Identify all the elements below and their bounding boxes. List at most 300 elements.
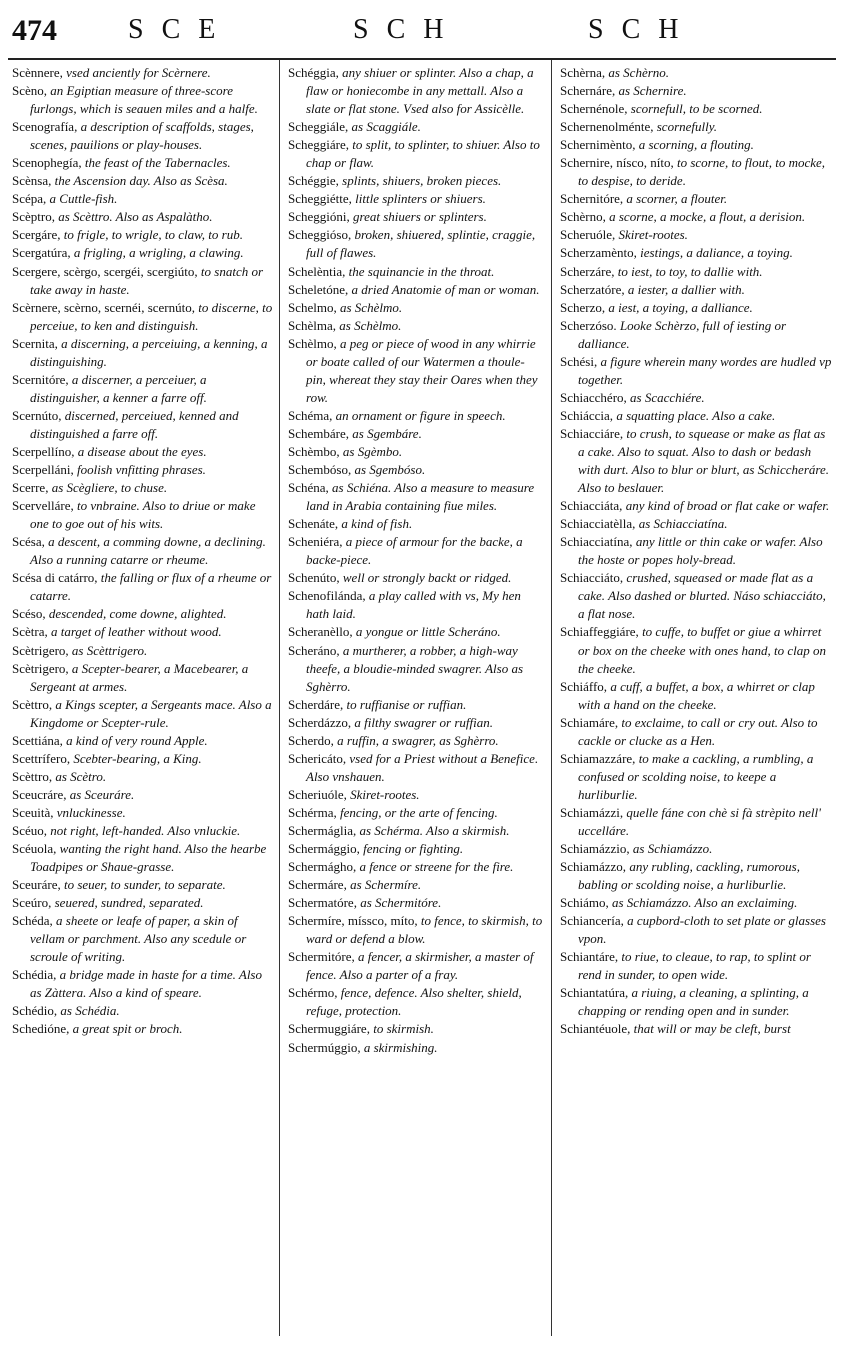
dictionary-entry — [560, 894, 832, 912]
definition: a scorne, a mocke, a flout, a derision. — [605, 209, 806, 225]
headword: Scervelláre, — [12, 498, 74, 514]
definition: as Schiéna. Also a measure to measure land in Arabia containing fiue miles. — [306, 480, 535, 514]
headword: Schéna, — [288, 480, 329, 496]
dictionary-entry — [12, 497, 274, 533]
dictionary-entry — [288, 172, 544, 190]
headword: Scésa, — [12, 534, 45, 550]
headword: Schelmo, — [288, 299, 337, 315]
headword: Sceucráre, — [12, 786, 67, 802]
dictionary-entry — [560, 100, 832, 118]
headword: Schiantáre, — [560, 949, 619, 965]
dictionary-entry — [12, 335, 274, 371]
dictionary-entry — [288, 190, 544, 208]
definition: a dried Anatomie of man or woman. — [348, 281, 540, 297]
headword: Schiamázzio, — [560, 841, 630, 857]
dictionary-entry — [288, 587, 544, 623]
headword: Scherzamènto, — [560, 245, 637, 261]
dictionary-entry — [12, 443, 274, 461]
dictionary-entry — [12, 605, 274, 623]
dictionary-entry — [12, 82, 274, 118]
dictionary-entry — [12, 966, 274, 1002]
dictionary-entry — [288, 804, 544, 822]
headword: Scherdáre, — [288, 696, 344, 712]
dictionary-entry — [12, 642, 274, 660]
definition: as Sgèmbo. — [339, 443, 403, 459]
headword: Scheggiétte, — [288, 191, 352, 207]
headword: Schermágho, — [288, 859, 357, 875]
definition: as Schermíre. — [346, 877, 422, 893]
definition: a scorner, a flouter. — [623, 191, 728, 207]
definition: a piece of armour for the backe, a backe-piece. — [306, 534, 523, 568]
definition: a fencer, a skirmisher, a master of fence. Also a parter of a fray. — [306, 949, 534, 983]
headword: Schermuggiáre, — [288, 1021, 370, 1037]
dictionary-entry — [288, 984, 544, 1020]
headword: Scherzóso. — [560, 317, 617, 333]
dictionary-entry — [560, 858, 832, 894]
definition: a disease about the eyes. — [74, 443, 207, 459]
definition: a great spit or broch. — [69, 1021, 183, 1037]
dictionary-entry — [12, 822, 274, 840]
dictionary-entry — [288, 912, 544, 948]
definition: to exclaime, to call or cry out. Also to cackle or clucke as a Hen. — [578, 714, 818, 748]
headword: Scésa di catárro, — [12, 570, 98, 586]
definition: descended, come downe, alighted. — [45, 606, 227, 622]
dictionary-entry — [288, 136, 544, 172]
definition: a peg or piece of wood in any whirrie or boate called of our Watermen a thoule-pin, whereat they stay their Oares when they row. — [306, 335, 538, 405]
headword: Scéuola, — [12, 841, 57, 857]
definition: little splinters or shiuers. — [351, 191, 486, 207]
headword: Schernimènto, — [560, 137, 636, 153]
definition: splints, shiuers, broken pieces. — [338, 173, 502, 189]
dictionary-entry — [560, 497, 832, 515]
definition: to frigle, to wrigle, to claw, to rub. — [60, 227, 243, 243]
headword: Schiacciáto, — [560, 570, 624, 586]
dictionary-entry — [288, 569, 544, 587]
definition: fence, defence. Also shelter, shield, refuge, protection. — [306, 985, 522, 1019]
definition: a bridge made in haste for a time. Also as Zàttera. Also a kind of speare. — [30, 967, 262, 1001]
dictionary-entry — [288, 335, 544, 407]
definition: a murtherer, a robber, a high-way theefe, a bloudie-minded swagrer. Also as Sghèrro. — [306, 642, 524, 694]
dictionary-entry — [560, 678, 832, 714]
headword: Scergáre, — [12, 227, 61, 243]
definition: to split, to splinter, to shiuer. Also to chap or flaw. — [306, 137, 540, 171]
headword: Scernita, — [12, 335, 58, 351]
definition: a ruffin, a swagrer, as Sghèrro. — [333, 732, 499, 748]
dictionary-entry — [560, 281, 832, 299]
definition: vnluckinesse. — [53, 804, 126, 820]
definition: great shiuers or splinters. — [349, 209, 487, 225]
dictionary-entry — [560, 948, 832, 984]
headword: Scèttro, — [12, 696, 53, 712]
definition: to crush, to squease or make as flat as a cake. Also to squat. Also to dash or bedash with durt. Also to blur or blurt, as Schiccheráre. Also to beslauer. — [578, 425, 829, 496]
headword: Scenophegía, — [12, 155, 82, 171]
headword: Scergatúra, — [12, 245, 71, 261]
dictionary-entry — [12, 533, 274, 569]
dictionary-entry — [288, 894, 544, 912]
headword: Scèttro, — [12, 768, 53, 784]
headword: Schenofilánda, — [288, 588, 366, 604]
definition: a cuff, a buffet, a box, a whirret or clap with a hand on the cheeke. — [578, 678, 815, 712]
definition: an ornament or figure in speech. — [332, 407, 506, 423]
dictionary-entry — [288, 822, 544, 840]
dictionary-entry — [288, 858, 544, 876]
definition: as Sgembáre. — [349, 425, 422, 441]
definition: a fence or streene for the fire. — [356, 859, 514, 875]
definition: as Schiamázzo. — [629, 841, 713, 857]
definition: a figure wherein many wordes are hudled vp together. — [578, 353, 832, 387]
dictionary-entry — [288, 461, 544, 479]
definition: as Schiacciatína. — [635, 516, 728, 532]
dictionary-entry — [288, 623, 544, 641]
dictionary-entry — [12, 732, 274, 750]
header-rule — [8, 58, 836, 60]
headword: Schermíre, míssco, míto, — [288, 913, 418, 929]
definition: as Sgembóso. — [351, 462, 426, 478]
headword: Schiamazzáre, — [560, 750, 636, 766]
column-divider — [279, 60, 280, 1336]
dictionary-entry — [12, 569, 274, 605]
guide-word-center: SCH — [353, 14, 462, 45]
dictionary-entry — [12, 660, 274, 696]
dictionary-entry — [12, 768, 274, 786]
headword: Scèptro, — [12, 209, 55, 225]
headword: Schiamáre, — [560, 714, 619, 730]
dictionary-entry — [288, 948, 544, 984]
dictionary-entry — [12, 479, 274, 497]
dictionary-entry — [288, 263, 544, 281]
definition: a target of leather without wood. — [47, 624, 222, 640]
headword: Schernire, nísco, níto, — [560, 155, 674, 171]
definition: wanting the right hand. Also the hearbe Toadpipes or Shaue-grasse. — [30, 841, 267, 875]
headword: Scheggióso, — [288, 227, 352, 243]
definition: as Scèttrigero. — [68, 642, 148, 658]
definition: an Egiptian measure of three-score furlongs, which is seauen miles and a halfe. — [30, 83, 258, 117]
headword: Schiámo, — [560, 895, 609, 911]
headword: Scheniéra, — [288, 534, 343, 550]
dictionary-entry — [288, 118, 544, 136]
dictionary-entry — [12, 172, 274, 190]
headword: Schési, — [560, 353, 598, 369]
definition: a discerning, a perceiuing, a kenning, a distinguishing. — [30, 335, 268, 369]
headword: Scherzáre, — [560, 263, 615, 279]
definition: the falling or flux of a rheume or catarre. — [30, 570, 272, 604]
dictionary-entry — [288, 533, 544, 569]
dictionary-entry — [12, 118, 274, 154]
dictionary-entry — [560, 389, 832, 407]
dictionary-entry — [12, 750, 274, 768]
dictionary-entry — [288, 299, 544, 317]
dictionary-entry — [12, 299, 274, 335]
headword: Scherdázzo, — [288, 714, 352, 730]
definition: fencing or fighting. — [359, 841, 464, 857]
definition: scornefully. — [653, 119, 718, 135]
headword: Schèlmo, — [288, 335, 337, 351]
dictionary-entry — [12, 461, 274, 479]
dictionary-entry — [560, 623, 832, 677]
dictionary-entry — [560, 840, 832, 858]
dictionary-entry — [560, 912, 832, 948]
headword: Schernénole, — [560, 101, 628, 117]
dictionary-entry — [288, 1020, 544, 1038]
dictionary-entry — [560, 569, 832, 623]
definition: crushed, squeased or made flat as a cake. Also dashed or blurted. Náso schiacciáto, a flat nose. — [578, 570, 826, 622]
headword: Schédia, — [12, 967, 57, 983]
dictionary-entry — [560, 1020, 832, 1038]
headword: Scèno, — [12, 83, 48, 99]
headword: Schiacciáre, — [560, 425, 624, 441]
definition: to riue, to cleaue, to rap, to splint or rend in sunder, to open wide. — [578, 949, 811, 983]
definition: scornefull, to be scorned. — [627, 101, 763, 117]
headword: Schiancería, — [560, 913, 624, 929]
dictionary-entry — [288, 750, 544, 786]
definition: a cupbord-cloth to set plate or glasses vpon. — [578, 913, 826, 947]
definition: seuered, sundred, separated. — [51, 895, 204, 911]
definition: Scebter-bearing, a King. — [70, 750, 202, 766]
dictionary-entry — [12, 1002, 274, 1020]
definition: any shiuer or splinter. Also a chap, a flaw or honiecombe in any mettall. Also a slate or flat stone. Vsed also for Assicèlle. — [306, 65, 534, 117]
headword: Schédio, — [12, 1003, 58, 1019]
headword: Sceuráre, — [12, 877, 61, 893]
dictionary-column-1 — [12, 64, 274, 1039]
definition: a filthy swagrer or ruffian. — [351, 714, 493, 730]
dictionary-entry — [288, 479, 544, 515]
dictionary-entry — [560, 118, 832, 136]
definition: as Schèrno. — [605, 65, 670, 80]
guide-word-right: SCH — [588, 14, 697, 45]
dictionary-entry — [560, 714, 832, 750]
dictionary-entry — [560, 317, 832, 353]
dictionary-entry — [560, 984, 832, 1020]
dictionary-entry — [560, 804, 832, 840]
definition: as Schédia. — [57, 1003, 120, 1019]
headword: Scerpelláni, — [12, 462, 74, 478]
dictionary-entry — [12, 154, 274, 172]
dictionary-entry — [12, 912, 274, 966]
definition: that will or may be cleft, burst — [630, 1021, 791, 1037]
definition: a scorning, a flouting. — [635, 137, 754, 153]
headword: Scheruóle, — [560, 227, 616, 243]
dictionary-entry — [288, 425, 544, 443]
definition: not right, left-handed. Also vnluckie. — [47, 822, 241, 838]
definition: well or strongly backt or ridged. — [339, 570, 512, 586]
headword: Schelèntia, — [288, 263, 346, 279]
headword: Scherzatóre, — [560, 281, 625, 297]
definition: a Kings scepter, a Sergeants mace. Also a Kingdome or Scepter-rule. — [30, 696, 272, 730]
headword: Schérmo, — [288, 985, 338, 1001]
headword: Scènsa, — [12, 173, 52, 189]
headword: Sceuità, — [12, 804, 54, 820]
headword: Schiamázzo, — [560, 859, 627, 875]
headword: Schèmbo, — [288, 443, 340, 459]
headword: Schiáffo, — [560, 678, 608, 694]
headword: Schembáre, — [288, 425, 350, 441]
definition: iestings, a daliance, a toying. — [636, 245, 793, 261]
headword: Schéggie, — [288, 173, 339, 189]
headword: Schiaffeggiáre, — [560, 624, 639, 640]
definition: Skiret-rootes. — [615, 227, 688, 243]
definition: Skiret-rootes. — [346, 786, 420, 802]
headword: Schermúggio, — [288, 1039, 361, 1055]
dictionary-entry — [12, 623, 274, 641]
dictionary-entry — [560, 353, 832, 389]
dictionary-entry — [560, 154, 832, 190]
definition: the Ascension day. Also as Scèsa. — [51, 173, 228, 189]
dictionary-entry — [288, 696, 544, 714]
headword: Schermáre, — [288, 877, 347, 893]
dictionary-entry — [12, 64, 274, 82]
headword: Schermággio, — [288, 841, 360, 857]
definition: Looke Schèrzo, full of iesting or dalliance. — [578, 317, 787, 351]
dictionary-entry — [12, 244, 274, 262]
headword: Schermitóre, — [288, 949, 355, 965]
definition: foolish vnfitting phrases. — [73, 462, 206, 478]
dictionary-entry — [12, 208, 274, 226]
dictionary-entry — [288, 515, 544, 533]
dictionary-entry — [560, 515, 832, 533]
dictionary-entry — [560, 64, 832, 82]
dictionary-entry — [12, 804, 274, 822]
dictionary-entry — [288, 786, 544, 804]
dictionary-entry — [12, 894, 274, 912]
definition: to discerne, to perceiue, to ken and distinguish. — [30, 299, 273, 333]
definition: quelle fáne con chè si fà strèpito nell' uccelláre. — [578, 804, 821, 838]
dictionary-entry — [12, 407, 274, 443]
headword: Scheranèllo, — [288, 624, 353, 640]
definition: to iest, to toy, to dallie with. — [614, 263, 763, 279]
dictionary-entry — [288, 317, 544, 335]
headword: Scheráno, — [288, 642, 340, 658]
definition: any rubling, cackling, rumorous, babling or scolding noise, a hurliburlie. — [578, 859, 800, 893]
definition: as Schiamázzo. Also an exclaiming. — [608, 895, 798, 911]
dictionary-entry — [560, 226, 832, 244]
definition: as Schérma. Also a skirmish. — [356, 822, 510, 838]
definition: any kind of broad or flat cake or wafer. — [622, 498, 830, 514]
headword: Scherzo, — [560, 299, 606, 315]
headword: Sceúro, — [12, 895, 52, 911]
headword: Scépa, — [12, 191, 47, 207]
definition: a Scepter-bearer, a Macebearer, a Sergeant at armes. — [30, 660, 249, 694]
dictionary-entry — [288, 407, 544, 425]
dictionary-entry — [288, 876, 544, 894]
headword: Scernitóre, — [12, 371, 69, 387]
definition: as Scètro. — [52, 768, 107, 784]
headword: Schedióne, — [12, 1021, 70, 1037]
headword: Scettiána, — [12, 732, 63, 748]
definition: to snatch or take away in haste. — [30, 263, 264, 297]
definition: a squatting place. Also a cake. — [613, 407, 776, 423]
headword: Schiacchéro, — [560, 389, 627, 405]
definition: as Scaggiále. — [348, 119, 421, 135]
dictionary-entry — [12, 840, 274, 876]
headword: Schèrno, — [560, 209, 606, 225]
headword: Schiantéuole, — [560, 1021, 631, 1037]
headword: Scètra, — [12, 624, 48, 640]
definition: a frigling, a wrigling, a clawing. — [70, 245, 244, 261]
headword: Schembóso, — [288, 462, 352, 478]
dictionary-entry — [560, 190, 832, 208]
dictionary-column-2 — [288, 64, 544, 1057]
definition: discerned, perceiued, kenned and distinguished a farre off. — [30, 407, 239, 441]
definition: broken, shiuered, splintie, craggie, full of flawes. — [306, 227, 536, 261]
dictionary-entry — [288, 714, 544, 732]
headword: Schernenolménte, — [560, 119, 654, 135]
definition: as Scacchiére. — [626, 389, 705, 405]
definition: fencing, or the arte of fencing. — [336, 804, 498, 820]
headword: Schèrna, — [560, 65, 606, 80]
headword: Schiáccia, — [560, 407, 614, 423]
definition: a iester, a dallier with. — [624, 281, 745, 297]
definition: any little or thin cake or wafer. Also the hoste or popes holy-bread. — [578, 534, 823, 568]
headword: Scheriuóle, — [288, 786, 347, 802]
dictionary-entry — [288, 281, 544, 299]
definition: as Schernire. — [615, 83, 687, 99]
definition: to make a cackling, a rumbling, a confused or scolding noise, to keepe a hurliburlie. — [578, 750, 814, 802]
definition: a description of scaffolds, stages, scenes, pauilions or play-houses. — [30, 119, 254, 153]
definition: to scorne, to flout, to mocke, to despise, to deride. — [578, 155, 826, 189]
definition: to seuer, to sunder, to separate. — [60, 877, 226, 893]
dictionary-entry — [560, 136, 832, 154]
dictionary-entry — [560, 533, 832, 569]
definition: a yongue or little Scheráno. — [352, 624, 501, 640]
dictionary-entry — [12, 1020, 274, 1038]
dictionary-entry — [12, 190, 274, 208]
page-number: 474 — [12, 14, 57, 47]
dictionary-entry — [12, 696, 274, 732]
headword: Scheggiále, — [288, 119, 349, 135]
headword: Scergere, scèrgo, scergéi, scergiúto, — [12, 263, 198, 279]
headword: Scènnere, — [12, 65, 63, 80]
headword: Schiacciatèlla, — [560, 516, 636, 532]
dictionary-entry — [288, 840, 544, 858]
headword: Schiacciáta, — [560, 498, 623, 514]
dictionary-column-3 — [560, 64, 832, 1039]
definition: vsed anciently for Scèrnere. — [62, 65, 211, 80]
headword: Schermáglia, — [288, 822, 357, 838]
headword: Schéma, — [288, 407, 333, 423]
dictionary-entry — [288, 642, 544, 696]
definition: as Sceuráre. — [66, 786, 135, 802]
definition: the squinancie in the throat. — [345, 263, 495, 279]
definition: a sheete or leafe of paper, a skin of vellam or parchment. Also any scedule or scroule of writing. — [30, 913, 247, 965]
definition: a riuing, a cleaning, a splinting, a chapping or rending open and in sunder. — [578, 985, 809, 1019]
headword: Schernitóre, — [560, 191, 624, 207]
dictionary-entry — [560, 208, 832, 226]
headword: Scerpellíno, — [12, 443, 75, 459]
dictionary-entry — [560, 299, 832, 317]
definition: as Scègliere, to chuse. — [48, 480, 168, 496]
definition: a kind of very round Apple. — [62, 732, 208, 748]
dictionary-entry — [560, 82, 832, 100]
definition: as Scèttro. Also as Aspalàtho. — [54, 209, 213, 225]
headword: Scenografía, — [12, 119, 78, 135]
dictionary-entry — [560, 750, 832, 804]
definition: to vnbraine. Also to driue or make one to goe out of his wits. — [30, 498, 256, 532]
guide-word-left: SCE — [128, 14, 234, 45]
definition: as Schèlmo. — [336, 299, 403, 315]
definition: a skirmishing. — [360, 1039, 438, 1055]
headword: Schiacciatína, — [560, 534, 633, 550]
running-header — [8, 8, 836, 50]
definition: a discerner, a perceiuer, a distinguisher, a kenner a farre off. — [30, 371, 207, 405]
dictionary-entry — [560, 244, 832, 262]
dictionary-entry — [560, 407, 832, 425]
headword: Scheggiáre, — [288, 137, 350, 153]
headword: Schéggia, — [288, 65, 339, 80]
definition: to ruffianise or ruffian. — [343, 696, 467, 712]
definition: the feast of the Tabernacles. — [81, 155, 231, 171]
headword: Scètrigero, — [12, 642, 69, 658]
dictionary-entry — [12, 786, 274, 804]
